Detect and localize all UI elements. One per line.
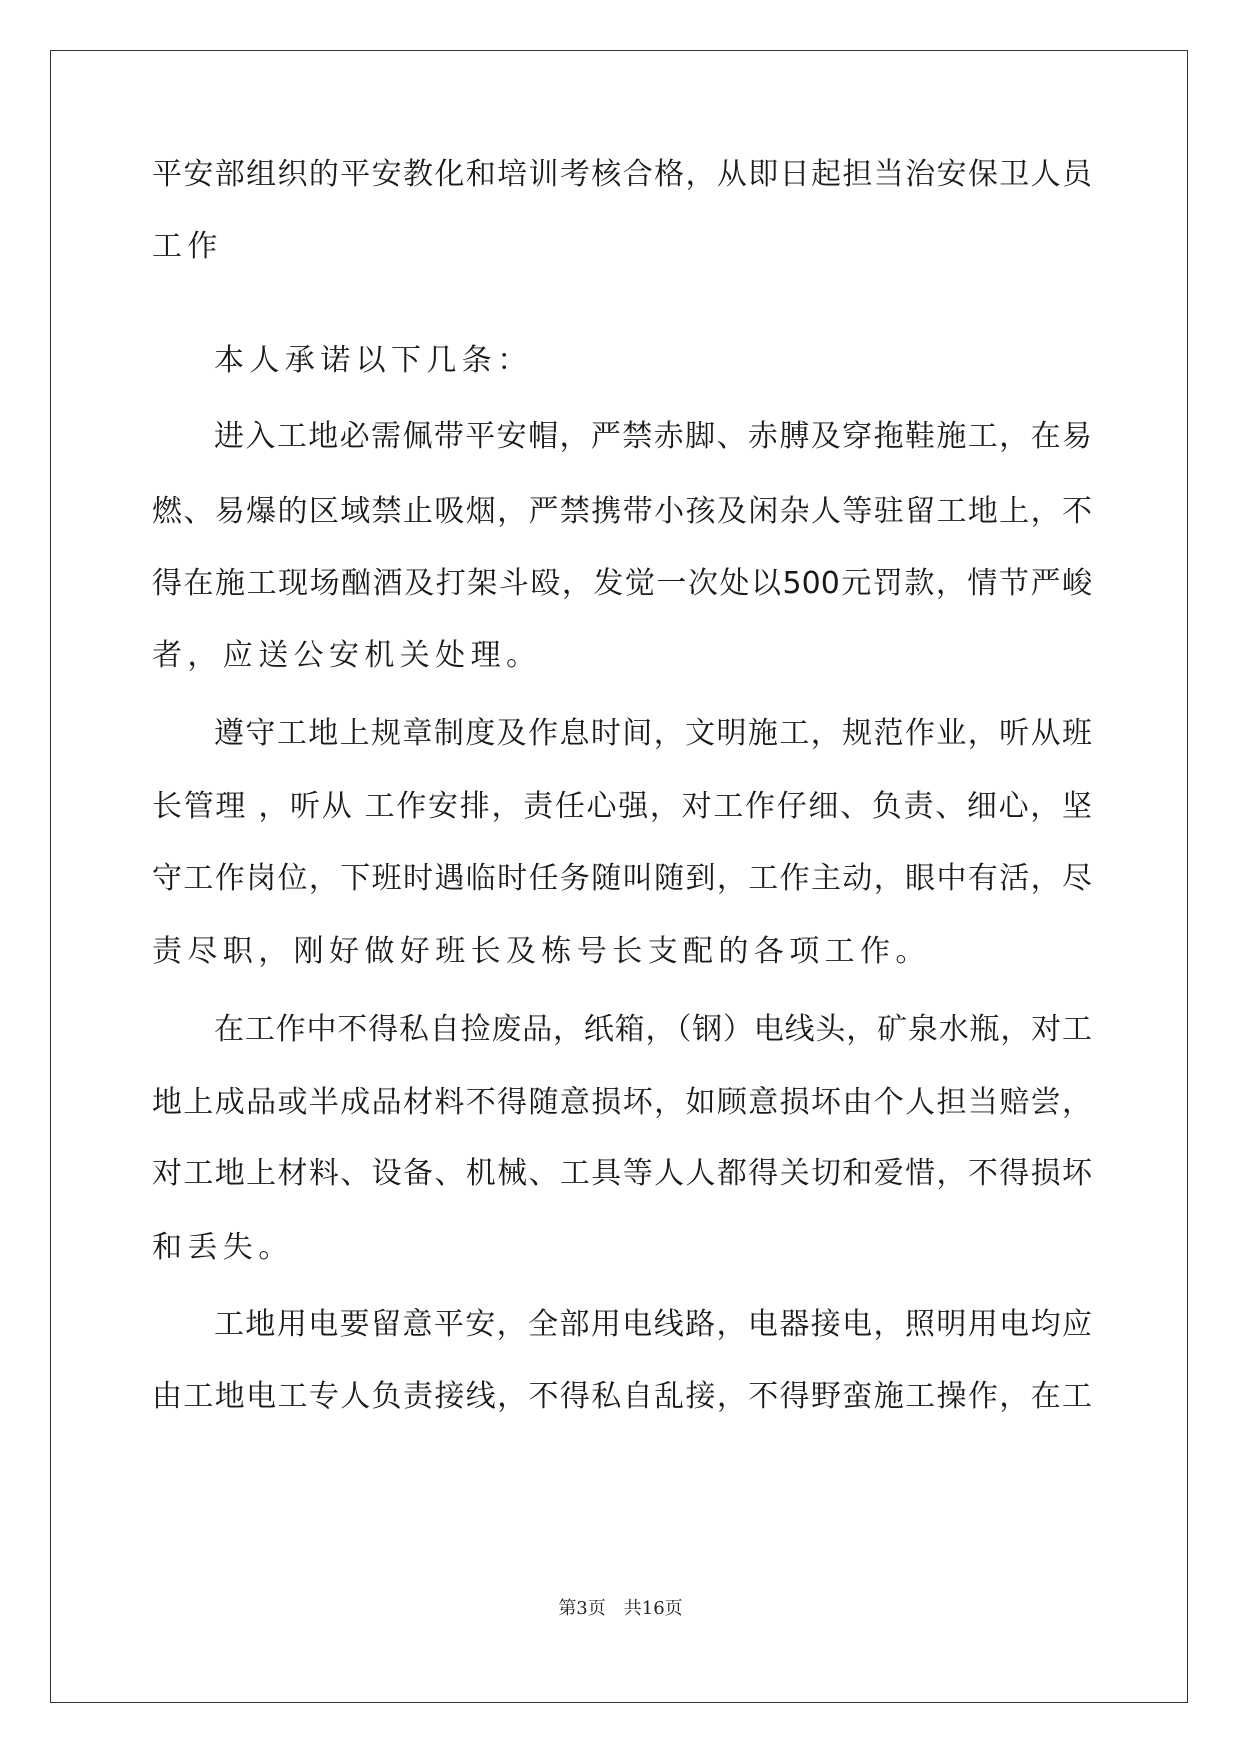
paragraph-line: 由工地电工专人负责接线，不得私自乱接，不得野蛮施工操作，在工: [152, 1379, 1092, 1414]
paragraph-line: 长管理 ，听从 工作安排，责任心强，对工作仔细、负责、细心，坚: [152, 789, 1092, 824]
paragraph-line: 对工地上材料、设备、机械、工具等人人都得关切和爱惜，不得损坏: [152, 1156, 1092, 1191]
paragraph-line: 工地用电要留意平安，全部用电线路，电器接电，照明用电均应: [214, 1307, 1092, 1342]
page-number: 第3页 共16页: [558, 1598, 683, 1619]
paragraph-line: 责尽职，刚好做好班长及栋号长支配的各项工作。: [152, 934, 931, 969]
paragraph-line: 地上成品或半成品材料不得随意损坏，如顾意损坏由个人担当赔尝，: [152, 1085, 1092, 1120]
paragraph-line: 平安部组织的平安教化和培训考核合格，从即日起担当治安保卫人员: [152, 157, 1092, 192]
paragraph-line: 守工作岗位，下班时遇临时任务随叫随到，工作主动，眼中有活，尽: [152, 861, 1092, 896]
paragraph-line: 进入工地必需佩带平安帽，严禁赤脚、赤膊及穿拖鞋施工，在易: [214, 419, 1092, 454]
paragraph-line: 和丢失。: [152, 1230, 294, 1265]
paragraph-line: 本人承诺以下几条：: [214, 343, 533, 378]
paragraph-line: 在工作中不得私自捡废品，纸箱，（钢）电线头，矿泉水瓶，对工: [214, 1012, 1092, 1047]
paragraph-line: 者，应送公安机关处理。: [152, 638, 542, 673]
paragraph-line: 遵守工地上规章制度及作息时间，文明施工，规范作业，听从班: [214, 716, 1092, 751]
paragraph-line: 工作: [152, 229, 223, 264]
paragraph-line: 得在施工现场酗酒及打架斗殴，发觉一次处以500元罚款，情节严峻: [152, 566, 1092, 601]
paragraph-line: 燃、易爆的区域禁止吸烟，严禁携带小孩及闲杂人等驻留工地上，不: [152, 494, 1092, 529]
